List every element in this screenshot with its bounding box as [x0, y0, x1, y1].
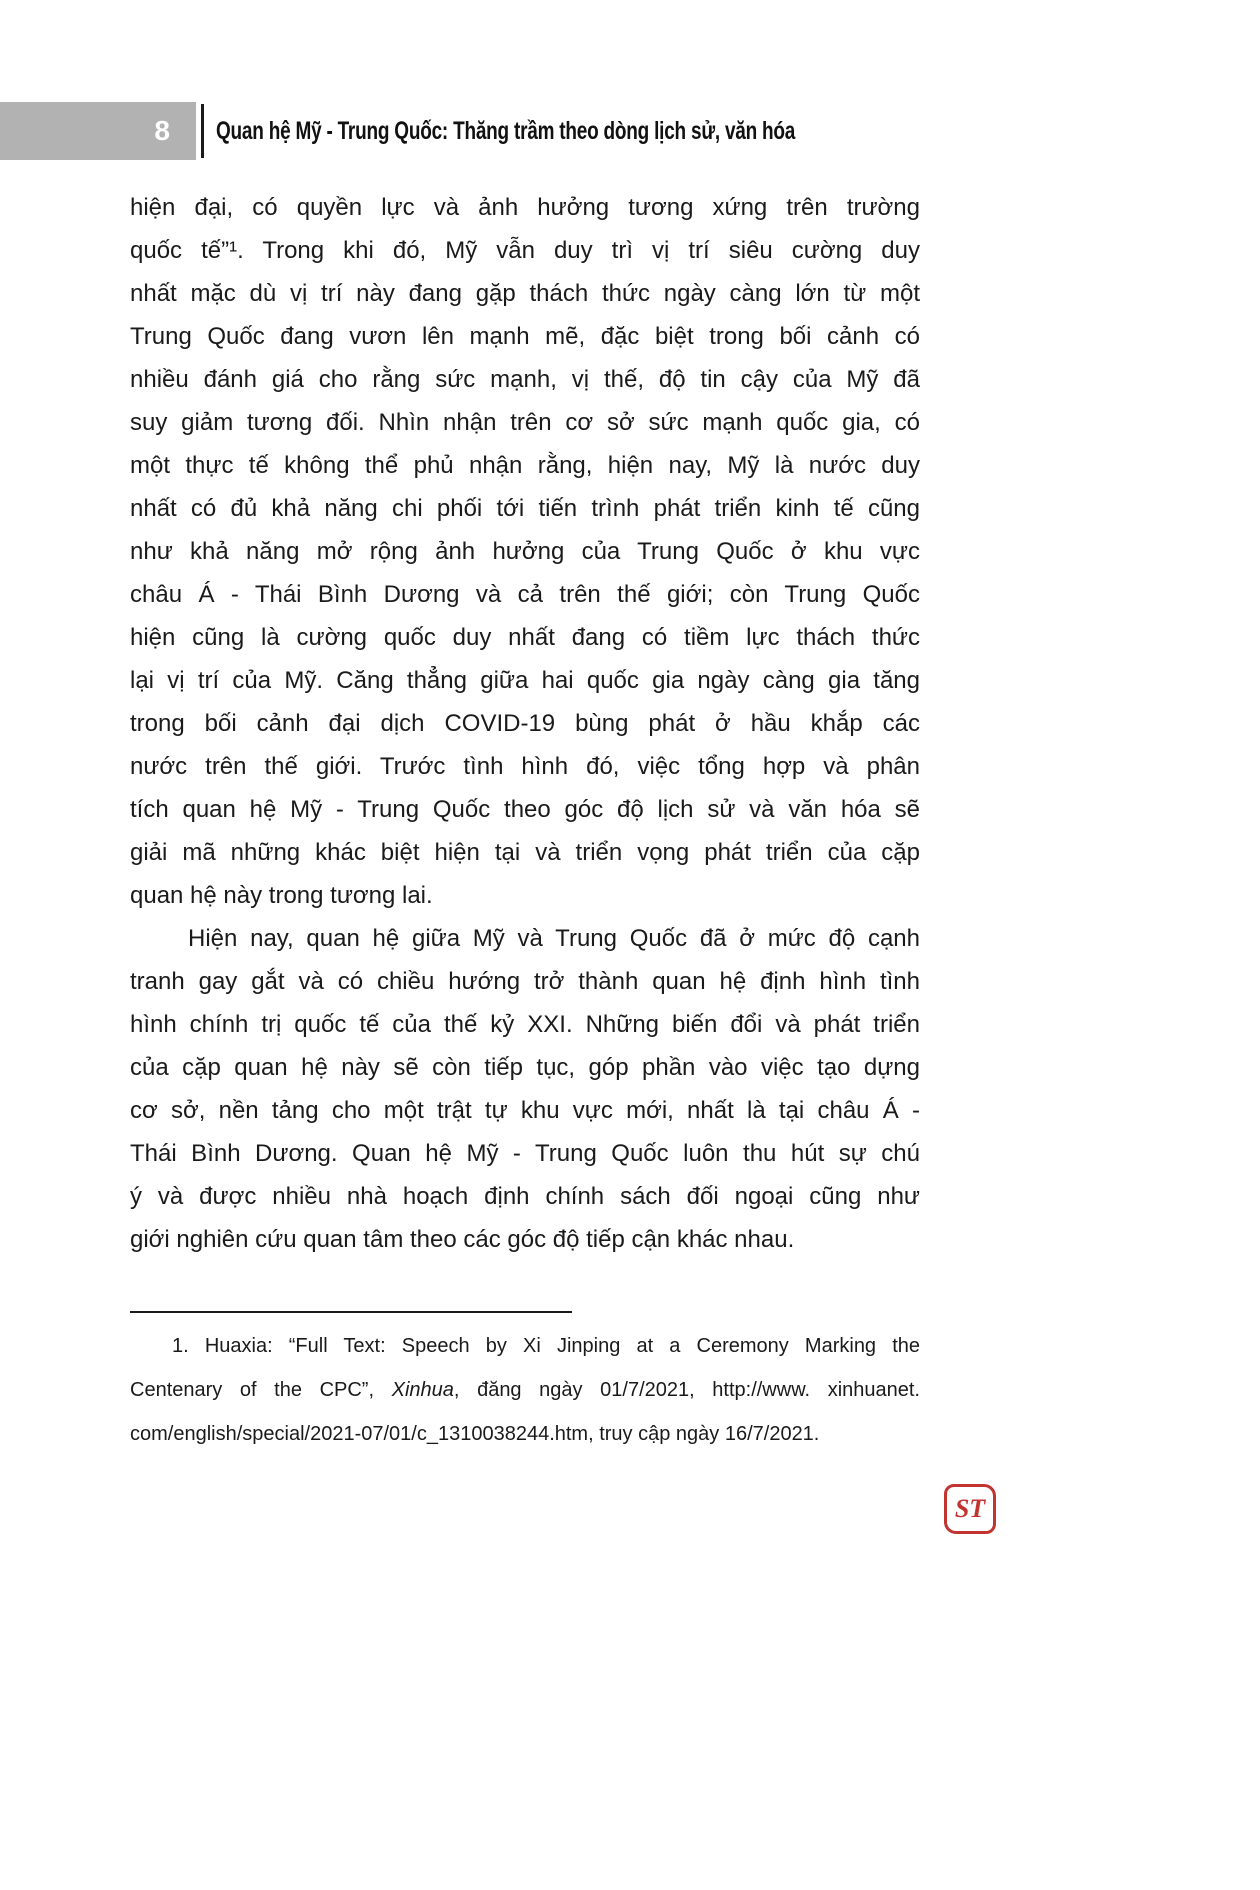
publisher-logo — [944, 1484, 996, 1534]
body-line: Thái Bình Dương. Quan hệ Mỹ - Trung Quốc luôn thu hút sự chú — [130, 1140, 920, 1167]
body-line: trong bối cảnh đại dịch COVID-19 bùng phát ở hầu khắp các — [130, 710, 920, 737]
footnote-text — [130, 1324, 920, 1456]
footnote-italic-text: Xinhua — [391, 1379, 454, 1401]
body-line: nhất mặc dù vị trí này đang gặp thách thức ngày càng lớn từ một — [130, 280, 920, 307]
body-line: nhiều đánh giá cho rằng sức mạnh, vị thế, độ tin cậy của Mỹ đã — [130, 366, 920, 393]
body-line: ý và được nhiều nhà hoạch định chính sách đối ngoại cũng như — [130, 1183, 920, 1210]
footnote-segment: Centenary of the CPC”, — [130, 1379, 392, 1401]
header-divider — [201, 104, 204, 158]
body-line: tích quan hệ Mỹ - Trung Quốc theo góc độ lịch sử và văn hóa sẽ — [130, 796, 920, 823]
body-line: hình chính trị quốc tế của thế kỷ XXI. Những biến đổi và phát triển — [130, 1011, 920, 1038]
body-text — [130, 186, 920, 1261]
body-line: của cặp quan hệ này sẽ còn tiếp tục, góp phần vào việc tạo dựng — [130, 1054, 920, 1081]
body-line: một thực tế không thể phủ nhận rằng, hiện nay, Mỹ là nước duy — [130, 452, 920, 479]
body-line: lại vị trí của Mỹ. Căng thẳng giữa hai quốc gia ngày càng gia tăng — [130, 667, 920, 694]
header-title — [216, 102, 978, 160]
page-number-box — [0, 102, 196, 160]
header-title-text: Quan hệ Mỹ - Trung Quốc: Thăng trầm theo dòng lịch sử, văn hóa — [216, 116, 796, 145]
footnote-line — [130, 1368, 920, 1412]
publisher-logo-text: ST — [954, 1494, 986, 1523]
body-line: suy giảm tương đối. Nhìn nhận trên cơ sở sức mạnh quốc gia, có — [130, 409, 920, 436]
body-line: cơ sở, nền tảng cho một trật tự khu vực mới, nhất là tại châu Á - — [130, 1097, 920, 1124]
body-line: Trung Quốc đang vươn lên mạnh mẽ, đặc biệt trong bối cảnh có — [130, 323, 920, 350]
body-line: quan hệ này trong tương lai. — [130, 882, 433, 909]
footnote-segment: , đăng ngày 01/7/2021, http://www. xinhuanet. — [453, 1379, 920, 1401]
body-line: hiện cũng là cường quốc duy nhất đang có tiềm lực thách thức — [130, 624, 920, 651]
body-line: nước trên thế giới. Trước tình hình đó, việc tổng hợp và phân — [130, 753, 920, 780]
body-line: giới nghiên cứu quan tâm theo các góc độ tiếp cận khác nhau. — [130, 1226, 795, 1253]
footnote-line — [130, 1324, 920, 1368]
page-number: 8 — [154, 115, 170, 146]
footnote-rule — [130, 1311, 572, 1313]
page-header — [0, 102, 1260, 160]
footnote-segment: com/english/special/2021-07/01/c_1310038244.htm, truy cập ngày 16/7/2021. — [130, 1423, 820, 1445]
body-line: như khả năng mở rộng ảnh hưởng của Trung Quốc ở khu vực — [130, 538, 920, 565]
body-line: giải mã những khác biệt hiện tại và triển vọng phát triển của cặp — [130, 839, 920, 866]
footnote-segment: 1. Huaxia: “Full Text: Speech by Xi Jinping at a Ceremony Marking the — [172, 1335, 920, 1357]
body-line: tranh gay gắt và có chiều hướng trở thành quan hệ định hình tình — [130, 968, 920, 995]
body-line: hiện đại, có quyền lực và ảnh hưởng tương xứng trên trường — [130, 194, 920, 221]
footnote-line — [130, 1412, 920, 1456]
body-line: Hiện nay, quan hệ giữa Mỹ và Trung Quốc đã ở mức độ cạnh — [188, 925, 920, 952]
body-line: nhất có đủ khả năng chi phối tới tiến trình phát triển kinh tế cũng — [130, 495, 920, 522]
body-line: châu Á - Thái Bình Dương và cả trên thế giới; còn Trung Quốc — [130, 581, 920, 608]
body-line: quốc tế”¹. Trong khi đó, Mỹ vẫn duy trì vị trí siêu cường duy — [130, 237, 920, 264]
